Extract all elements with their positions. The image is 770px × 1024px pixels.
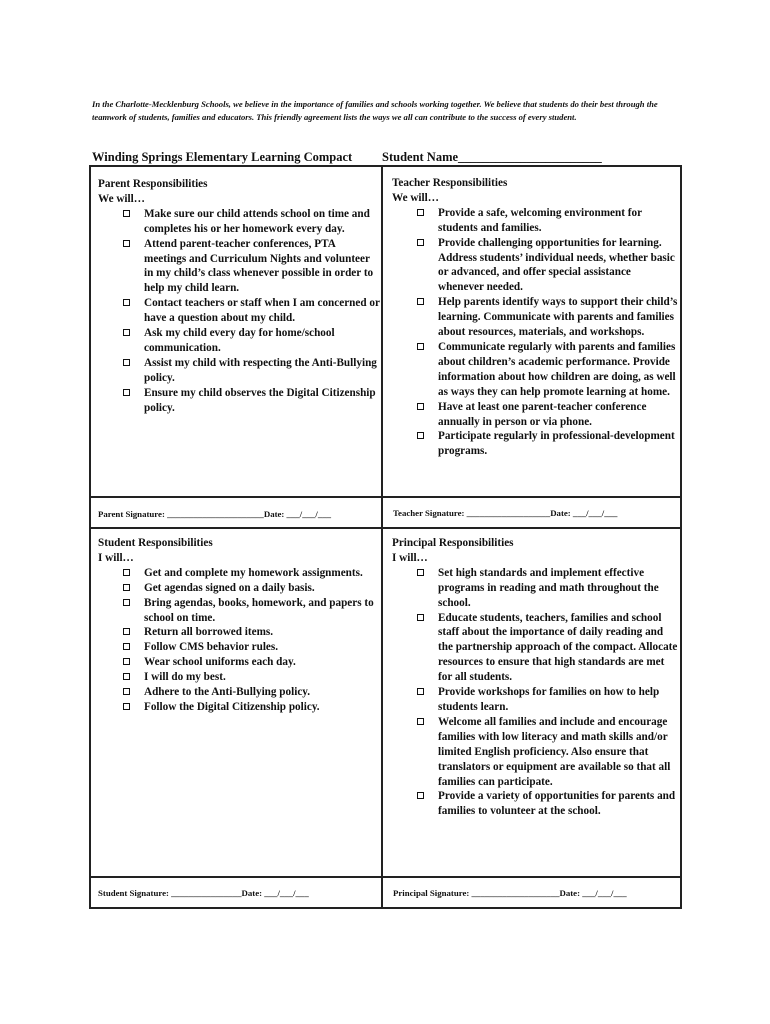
checkbox-icon[interactable] [123, 688, 130, 695]
list-item: Adhere to the Anti-Bullying policy. [98, 685, 380, 700]
teacher-heading: Teacher Responsibilities [392, 177, 508, 189]
list-item: Have at least one parent-teacher conference annually in person or via phone. [392, 400, 679, 430]
checkbox-icon[interactable] [123, 673, 130, 680]
list-item: Wear school uniforms each day. [98, 655, 380, 670]
grid-divider-parent-signature-bottom [89, 527, 682, 529]
checkbox-icon[interactable] [417, 792, 424, 799]
list-item: Help parents identify ways to support their child’s learning. Communicate with parents and families about resources, materials, and workshops. [392, 295, 679, 340]
student-lead: I will… [98, 551, 134, 564]
list-item: Follow the Digital Citizenship policy. [98, 700, 380, 715]
list-item: Get agendas signed on a daily basis. [98, 581, 380, 596]
checkbox-icon[interactable] [123, 569, 130, 576]
student-name-field[interactable]: Student Name_______________________ [382, 150, 602, 164]
list-item: Set high standards and implement effective programs in reading and math throughout the school. [392, 566, 679, 611]
checkbox-icon[interactable] [123, 599, 130, 606]
list-item: Educate students, teachers, families and school staff about the importance of daily reading and the partnership approach of the compact. Allocate resources to ensure that high standards are met for all students. [392, 611, 679, 686]
checkbox-icon[interactable] [123, 628, 130, 635]
checkbox-icon[interactable] [123, 658, 130, 665]
grid-divider-student-signature [89, 876, 682, 878]
checkbox-icon[interactable] [123, 299, 130, 306]
compact-title: Winding Springs Elementary Learning Compact [92, 150, 353, 164]
checkbox-icon[interactable] [417, 403, 424, 410]
list-item: Assist my child with respecting the Anti-Bullying policy. [98, 356, 380, 386]
list-item: Make sure our child attends school on time and completes his or her homework every day. [98, 207, 380, 237]
checkbox-icon[interactable] [417, 209, 424, 216]
list-item: I will do my best. [98, 670, 380, 685]
checkbox-icon[interactable] [123, 240, 130, 247]
teacher-list [392, 206, 679, 459]
parent-responsibilities [98, 177, 380, 416]
checkbox-icon[interactable] [123, 389, 130, 396]
checkbox-icon[interactable] [417, 343, 424, 350]
checkbox-icon[interactable] [123, 359, 130, 366]
intro-paragraph: In the Charlotte-Mecklenburg Schools, we believe in the importance of families and schools working together. We believe that students do their best through the teamwork of students, families and educators. This friendly agreement lists the ways we all can contribute to the success of every student. [92, 99, 658, 122]
principal-heading: Principal Responsibilities [392, 537, 514, 549]
list-item: Ensure my child observes the Digital Citizenship policy. [98, 386, 380, 416]
list-item: Contact teachers or staff when I am concerned or have a question about my child. [98, 296, 380, 326]
student-responsibilities [98, 536, 380, 715]
checkbox-icon[interactable] [417, 298, 424, 305]
list-item: Follow CMS behavior rules. [98, 640, 380, 655]
teacher-signature-line[interactable]: Teacher Signature: ___________________Date: ___/___/___ [393, 508, 618, 518]
student-signature-line[interactable]: Student Signature: ________________Date: ___/___/___ [98, 888, 309, 898]
list-item: Participate regularly in professional-development programs. [392, 429, 679, 459]
list-item: Ask my child every day for home/school communication. [98, 326, 380, 356]
list-item: Get and complete my homework assignments. [98, 566, 380, 581]
grid-vertical-divider [381, 165, 383, 909]
checkbox-icon[interactable] [417, 432, 424, 439]
checkbox-icon[interactable] [417, 569, 424, 576]
list-item: Welcome all families and include and encourage families with low literacy and math skills and/or limited English proficiency. Also ensure that translators or equipment are available so that all families can participate. [392, 715, 679, 790]
list-item: Bring agendas, books, homework, and papers to school on time. [98, 596, 380, 626]
checkbox-icon[interactable] [123, 584, 130, 591]
parent-heading: Parent Responsibilities [98, 178, 208, 190]
grid-divider-parent-signature [89, 496, 682, 498]
checkbox-icon[interactable] [123, 643, 130, 650]
parent-list [98, 207, 380, 416]
principal-responsibilities [392, 536, 679, 819]
checkbox-icon[interactable] [417, 614, 424, 621]
checkbox-icon[interactable] [123, 329, 130, 336]
checkbox-icon[interactable] [123, 210, 130, 217]
list-item: Provide a variety of opportunities for parents and families to volunteer at the school. [392, 789, 679, 819]
checkbox-icon[interactable] [417, 718, 424, 725]
principal-signature-line[interactable]: Principal Signature: ____________________Date: ___/___/___ [393, 888, 627, 898]
parent-lead: We will… [98, 192, 145, 205]
student-list [98, 566, 380, 715]
list-item: Provide a safe, welcoming environment for students and families. [392, 206, 679, 236]
list-item: Return all borrowed items. [98, 625, 380, 640]
list-item: Provide workshops for families on how to help students learn. [392, 685, 679, 715]
list-item: Attend parent-teacher conferences, PTA meetings and Curriculum Nights and volunteer in my child’s class whenever possible in order to help my child learn. [98, 237, 380, 297]
principal-lead: I will… [392, 551, 428, 564]
list-item: Provide challenging opportunities for learning. Address students’ individual needs, whether basic or advanced, and offer special assistance whenever needed. [392, 236, 679, 296]
teacher-lead: We will… [392, 191, 439, 204]
checkbox-icon[interactable] [123, 703, 130, 710]
checkbox-icon[interactable] [417, 239, 424, 246]
checkbox-icon[interactable] [417, 688, 424, 695]
teacher-responsibilities [392, 176, 679, 459]
student-heading: Student Responsibilities [98, 537, 213, 549]
parent-signature-line[interactable]: Parent Signature: ______________________Date: ___/___/___ [98, 509, 332, 519]
list-item: Communicate regularly with parents and families about children’s academic performance. Provide information about how children are doing, as well as ways they can help promote learning at home. [392, 340, 679, 400]
principal-list [392, 566, 679, 819]
